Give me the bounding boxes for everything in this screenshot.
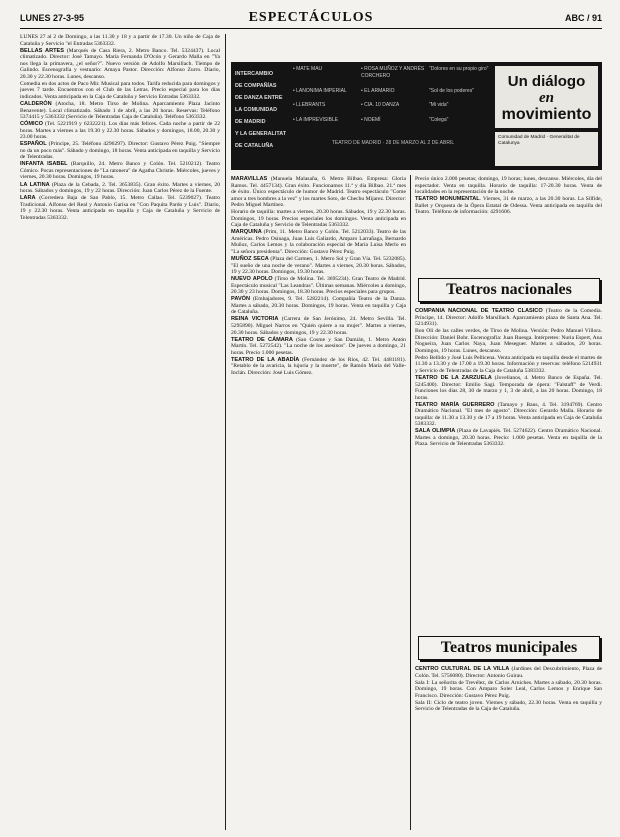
column-2 bbox=[231, 176, 406, 830]
listing-entry: TEATRO DE LA ZARZUELA (Jovellanos, 4. Metro Banco de España. Tel. 5245400). Director: Emilio Sagi. Temporada de ópera: "Falstaff" de Verdi. Funciones los días 28, 30 de marzo y 1, 3 de abril, a las 20 horas. Domingo, 18 horas. bbox=[415, 374, 602, 401]
listing-entry: SALA OLIMPIA (Plaza de Lavapiés. Tel. 5274622). Centro Dramático Nacional. Martes a domingo, 20.30 horas. Precio: 1.000 pesetas. Venta en taquilla de la Plaza. Servicio de Telentradas 5363332. bbox=[415, 428, 602, 448]
listing-entry: Precio único 2.000 pesetas; domingo, 19 horas; lunes, descanso. Miércoles, día del espectador. Venta en taquilla. Horario de taquilla: 17-20.30 horas. Venta de localidades en la representación de la noche. bbox=[415, 176, 602, 196]
ad-slogan bbox=[495, 66, 598, 128]
listing-entry: ESPAÑOL (Príncipe, 25. Teléfono 4296297). Director: Gustavo Pérez Puig. "Siempre no da un poco más". Sábado y domingo, 18 horas. Venta anticipada en taquilla y Servicio de Telentradas. bbox=[20, 141, 220, 161]
listing-entry: Horario de taquilla: martes a viernes, 20.30 horas. Sábados, 19 y 22.30 horas. Domingos, 19 horas. Precios especiales los domingos. Venta anticipada en Caja de Cataluña y Servicio de Telentradas 5363332. bbox=[231, 209, 406, 229]
ad-program-cell: "Sol de los poderes" bbox=[429, 87, 474, 94]
ad-left-row: Y LA GENERALITAT bbox=[235, 131, 287, 137]
teatros-nacionales-heading: Teatros nacionales bbox=[418, 278, 600, 302]
ad-program-cell: • ROSA MUÑOZ Y ANDRÉS CORCHERO bbox=[361, 66, 425, 79]
ad-left-row: DE CATALUÑA bbox=[235, 143, 274, 149]
ad-program-cell: • EL ARMARIO bbox=[361, 87, 395, 94]
listing-entry: REINA VICTORIA (Carrera de San Jerónimo, 24. Metro Sevilla. Tel. 5295890). Miguel Narros en "Quién quiere a su mujer". Martes a viernes, 20.30 horas. Sábados y domingos, 19 y 22.30 horas. bbox=[231, 316, 406, 336]
listing-entry: BELLAS ARTES (Marqués de Casa Riera, 2. Metro Banco. Tel. 5324437). Local climatizado. Director: José Tamayo. María Fernanda D'Ocón y Gerardo Malla en "Ya nos llega la primavera, ¿el señor?". Nuevo versión de Adolfo Marsillach. Tiempo de Galindo. Escenografía y vestuario: Amaya Pastor. Dirección: Alfonso Zurro. Diario, 20.30 y 22.30 horas. Lunes, descanso. bbox=[20, 47, 220, 80]
listing-entry: TEATRO DE CÁMARA (San Cosme y San Damián, 1. Metro Antón Martín. Tel. 5272542). "La noche de los asesinos". De jueves a domingo, 21 horas. Precio 1.000 pesetas. bbox=[231, 336, 406, 356]
ad-program-row bbox=[293, 88, 493, 95]
page-number: ABC / 91 bbox=[564, 13, 602, 23]
slogan-line-2: en bbox=[539, 90, 554, 106]
ad-left-row: INTERCAMBIO bbox=[235, 71, 274, 77]
column-divider bbox=[410, 175, 411, 830]
ad-program-cell: • MATE MAU bbox=[293, 66, 323, 72]
listing-entry: NUEVO APOLO (Tirso de Molina. Tel. 3695234). Gran Teatro de Madrid. Espectáculo musical "Las Leandras". Últimas semanas. Miércoles a domingo, 20.30 y 23 horas. Domingos, 18.30 horas. Precios especiales para grupos. bbox=[231, 276, 406, 296]
column-divider bbox=[225, 34, 226, 830]
ad-program-cell: • LA IMPREVISIBLE bbox=[293, 117, 339, 124]
ad-program-cell: "Dolores en su propio giro" bbox=[429, 66, 489, 72]
ad-left-column bbox=[235, 68, 291, 152]
column-3-municipales bbox=[415, 666, 602, 830]
listing-entry: MARAVILLAS (Manuela Malasaña, 6. Metro Bilbao. Empresa: Gloria Ramos. Tel. 4457134). Gran éxito. Funcionamos 11.ª y día Bilbao. 21.ª mes de éxito. Único espectáculo de humor de Madrid. Teatro espectáculo "Come amor a tres hombres a la vez" y los martes Soto, de Chechu Mijarez. Director: Pedro Miguel Martínez. bbox=[231, 176, 406, 209]
ad-program-cell: • LANONIMA IMPERIAL bbox=[293, 87, 347, 94]
ad-sponsors: Comunidad de Madrid · Generalitat de Catalunya bbox=[495, 132, 598, 166]
listing-entry: COMPAÑÍA NACIONAL DE TEATRO CLÁSICO (Teatro de la Comedia. Príncipe, 14. Director: Adolfo Marsillach. Aparcamiento plaza de Santa Ana. Tel. 5214931). bbox=[415, 308, 602, 328]
ad-left-row: DE MADRID bbox=[235, 119, 266, 125]
listing-entry: LARA (Corredera Baja de San Pablo, 15. Metro Callao. Tel. 5239027). Teatro Tradicional. Alfonso del Real y Antonio Garisa en "Con Paquita Pardo y Luis". Diario, 19 y 22.30 horas. Venta anticipada en taquilla y Caja de Cataluña y Servicio de Telentradas 5363332. bbox=[20, 195, 220, 221]
column-1 bbox=[20, 34, 220, 830]
listing-entry: TEATRO MARÍA GUERRERO (Tamayo y Baus, 4. Tel. 3194769). Centro Dramático Nacional. "El mes de agosto". Dirección: Gerardo Malla. Horario de taquilla: de 11.30 a 13.30 y de 17 a 19 horas. Venta anticipada en Caja de Cataluña 5383332. bbox=[415, 401, 602, 428]
listing-entry: Sala I: La señorita de Trevélez, de Carlos Arniches. Martes a sábado, 20.30 horas. Domingo, 19 horas. Con Amparo Soler Leal, Carlos Lemos y Enrique San Francisco. Dirección: Gustavo Pérez Puig. bbox=[415, 679, 602, 699]
listing-entry: MARQUINA (Prim, 11. Metro Banco y Colón. Tel. 5212033). Teatro de las Américas. Pedro Osinaga, Juan Luis Galiardo, Amparo Larrañaga, Bernardo Muñoz, Carlos Lemos y la colaboración especial de María Luisa Merlo en "La señora presidenta". Dirección: Gustavo Pérez Puig. bbox=[231, 229, 406, 256]
slogan-line-1: Un diálogo bbox=[507, 73, 586, 90]
ad-program-list bbox=[293, 66, 493, 132]
column-3-top bbox=[415, 176, 602, 264]
dance-exchange-ad bbox=[231, 62, 602, 170]
ad-program-cell: "Colega" bbox=[429, 117, 449, 124]
listing-entry: CALDERÓN (Atocha, 18. Metro Tirso de Molina. Aparcamiento Plaza Jacinto Benavente). Local climatizado. Sábado 1 de abril, a las 20 horas. Reservas: Teléfono 5374415 y 5363332 (Servicio de Telentradas Caja de Cataluña). Teléfono 5363332. bbox=[20, 100, 220, 121]
page-date: LUNES 27-3-95 bbox=[20, 13, 85, 23]
ad-left-row: DE DANZA ENTRE bbox=[235, 95, 283, 101]
ad-footer: TEATRO DE MADRID · 28 DE MARZO AL 2 DE ABRIL bbox=[331, 140, 455, 146]
listing-entry: PAVÓN (Embajadores, 9. Tel. 5282214). Compañía Teatro de la Danza. Martes a sábado, 20.30 horas. Domingos, 19 horas. Venta en taquilla y Caja de Cataluña. bbox=[231, 296, 406, 316]
listing-entry: Comedia en dos actos de Paco Mir. Musical para todos. Tarifa reducida para domingos y jueves 7 tarde. Encuentros con el Club de las Letras. Precio especial para los días indicados. Venta anticipada en la Caja de Cataluña y Servicio Entradas 5363332. bbox=[20, 80, 220, 100]
listing-entry: CENTRO CULTURAL DE LA VILLA (Jardines del Descubrimiento, Plaza de Colón. Tel. 5756080). Director: Antonio Guirau. bbox=[415, 666, 602, 679]
ad-left-row: DE COMPAÑÍAS bbox=[235, 83, 277, 89]
teatros-municipales-heading: Teatros municipales bbox=[418, 636, 600, 660]
listing-entry: Sala II: Ciclo de teatro joven. Viernes y sábado, 22.30 horas. Venta en taquilla y Servicio de Telentradas de la Caja de Cataluña. bbox=[415, 699, 602, 713]
slogan-line-3: movimiento bbox=[501, 106, 592, 123]
listing-entry: CÓMICO (Tel. 5221919 y 6232221). Los días más felices. Cada noche a partir de 22 horas. Martes a viernes a las 19.30 y 22.30 horas. Sábados y domingos, 18.00, 20.30 y 23.00 horas. bbox=[20, 121, 220, 141]
ad-program-row bbox=[293, 66, 493, 80]
ad-left-row: LA COMUNIDAD bbox=[235, 107, 278, 113]
listing-entry: MUÑOZ SECA (Plaza del Carmen, 1. Metro Sol y Gran Vía. Tel. 5232085). "El sueño de una noche de verano". Martes a viernes, 20.30 horas. Sábados, 19 y 22.30 horas. Domingos, 19.30 horas. bbox=[231, 256, 406, 276]
ad-program-row bbox=[293, 117, 493, 124]
ad-program-cell: • CIA. 10 DANZA bbox=[361, 102, 400, 109]
listing-entry: LUNES 27 al 2 de Domingo, a las 11.30 y 18 y a partir de 17.30. Un niño de Caja de Cataluña y Servicio "el Entradas 5363332. bbox=[20, 34, 220, 47]
listing-entry: Bon Oli de las calles verdes, de Tirso de Molina. Versión: Pedro Manuel Víllora. Dirección: Daniel Bohr. Escenografía: Juan Ruesga. Intérpretes: Nuria Espert, Ana Nogueira, Juan Carlos Naya, Juan Meseguer. Martes a sábados, 20 horas. Domingos, 19 horas. Lunes, descanso. bbox=[415, 328, 602, 354]
ad-program-cell: • LLEBRANTS bbox=[293, 102, 326, 109]
listing-entry: Pedro Bellido y José Luis Pellicena. Venta anticipada en taquilla desde el martes de 11.30 a 13.30 y de 17.00 a 19.30 horas. Información y reservas: teléfono 5214931 y Servicio de Telentradas de la Caja de Cataluña 5383332. bbox=[415, 354, 602, 374]
listing-entry: LA LATINA (Plaza de la Cebada, 2. Tel. 3653835). Gran éxito. Martes a viernes, 20 horas. Sábados y domingos, 19 y 22 horas. Dirección: Juan Carlos Pérez de la Fuente. bbox=[20, 181, 220, 195]
ad-program-cell: • NOEMÍ bbox=[361, 117, 381, 124]
listing-entry: INFANTA ISABEL (Barquillo, 24. Metro Banco y Colón. Tel. 5210212). Teatro Cómico. Pocas representaciones de "La ratonera" de Agatha Christie. Miércoles, jueves y viernes, 20.30 horas. Domingos, 19 horas. bbox=[20, 161, 220, 181]
listing-entry: TEATRO DE LA ABADÍA (Fernández de los Ríos, 42. Tel. 4481181). "Retablo de la avaricia, la lujuria y la muerte", de Ramón María del Valle-Inclán. Dirección: José Luis Gómez. bbox=[231, 356, 406, 376]
ad-program-row bbox=[293, 102, 493, 109]
ad-program-cell: "Mi vida" bbox=[429, 102, 449, 109]
listing-entry: TEATRO MONUMENTAL. Viernes, 31 de marzo, a las 20.30 horas. La Sílfide, Ballet y Orquesta de la Ópera Estatal de Odessa. Venta anticipada en taquilla del Teatro. Teléfono de información: 4291606. bbox=[415, 196, 602, 216]
section-title: ESPECTÁCULOS bbox=[248, 10, 374, 25]
column-3-nacionales bbox=[415, 308, 602, 626]
page-header bbox=[20, 10, 602, 29]
